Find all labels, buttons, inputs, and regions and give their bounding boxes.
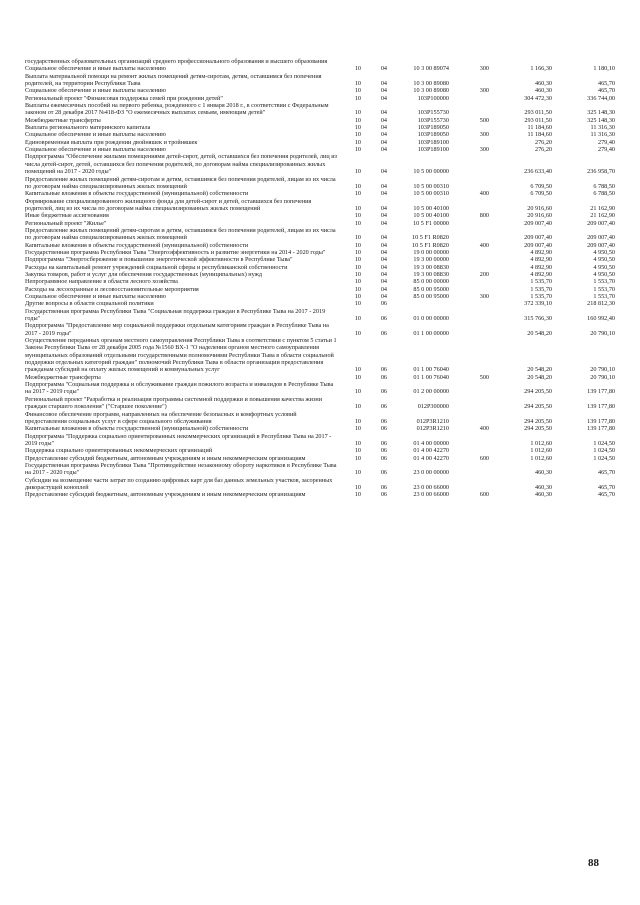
row-subsection: 06 <box>380 439 387 447</box>
row-sum-year-2: 325 148,30 <box>587 116 615 124</box>
row-expense-type: 800 <box>479 212 489 220</box>
row-sum-year-1: 4 892,90 <box>530 270 552 278</box>
row-sum-year-1: 6 709,50 <box>530 190 552 198</box>
row-sum-year-1: 236 633,40 <box>524 168 552 176</box>
row-sum-year-1: 294 205,50 <box>524 403 552 411</box>
row-target-article: 01 1 00 76040 <box>413 366 449 374</box>
row-expense-type: 200 <box>479 270 489 278</box>
row-expense-type: 600 <box>479 491 489 499</box>
row-target-article: 10 5 00 40100 <box>413 204 449 212</box>
row-sum-year-1: 304 472,30 <box>524 94 552 102</box>
row-name: Субсидии на возмещение части затрат по созданию цифровых карт для баз данных земельных участков, засоренных дикорастущей коноплей <box>25 476 333 491</box>
row-sum-year-2: 1 553,70 <box>593 278 615 286</box>
row-sum-year-1: 20 916,60 <box>527 204 552 212</box>
row-subsection: 04 <box>380 65 387 73</box>
row-sum-year-1: 315 766,30 <box>524 315 552 323</box>
row-sum-year-1: 460,30 <box>534 80 552 88</box>
row-sum-year-2: 6 788,50 <box>593 190 615 198</box>
row-sum-year-2: 139 177,80 <box>587 388 615 396</box>
row-sum-year-1: 460,30 <box>534 87 552 95</box>
row-sum-year-2: 1 553,70 <box>593 285 615 293</box>
row-section: 10 <box>354 447 361 455</box>
row-subsection: 04 <box>380 263 387 271</box>
row-sum-year-1: 1 535,70 <box>530 278 552 286</box>
row-section: 10 <box>354 87 361 95</box>
table-row <box>25 322 615 337</box>
row-section: 10 <box>354 439 361 447</box>
row-target-article: 10 5 00 00310 <box>413 190 449 198</box>
row-name: государственных образовательных организаций среднего профессионального образования и высшего образования <box>25 58 328 65</box>
row-sum-year-2: 465,70 <box>597 87 615 95</box>
row-expense-type: 300 <box>479 87 489 95</box>
table-row <box>25 212 615 219</box>
table-row <box>25 242 615 249</box>
row-name: Непрограммное направление в области лесного хозяйства <box>25 278 178 286</box>
table-row <box>25 198 615 213</box>
row-section: 10 <box>354 80 361 88</box>
row-sum-year-1: 1 012,60 <box>530 454 552 462</box>
row-name: Предоставление жилых помещений детям-сиротам и детям, оставшимся без попечения родителей, лицам из их числа по договорам найма специализированных жилых помещений <box>25 226 336 242</box>
row-section: 10 <box>354 256 361 264</box>
row-subsection: 06 <box>380 373 387 381</box>
row-subsection: 04 <box>380 168 387 176</box>
row-sum-year-1: 1 535,70 <box>530 293 552 300</box>
table-row <box>25 433 615 448</box>
row-sum-year-2: 279,40 <box>597 138 615 146</box>
row-section: 10 <box>354 270 361 278</box>
row-subsection: 04 <box>380 190 387 198</box>
row-sum-year-2: 236 958,70 <box>587 168 615 176</box>
row-section: 10 <box>354 417 361 425</box>
row-sum-year-1: 294 205,50 <box>524 417 552 425</box>
row-subsection: 06 <box>380 425 387 433</box>
table-row <box>25 411 615 426</box>
row-target-article: 19 3 00 00000 <box>413 256 449 264</box>
row-target-article: 10 3 00 89080 <box>413 87 449 95</box>
row-target-article: 01 0 00 00000 <box>413 315 449 323</box>
row-target-article: 103P155730 <box>417 116 449 124</box>
row-target-article: 103P189100 <box>417 138 449 146</box>
row-name: Иные бюджетные ассигнования <box>25 212 109 220</box>
table-row <box>25 278 615 285</box>
table-row <box>25 124 615 131</box>
row-target-article: 23 0 00 66000 <box>413 483 449 491</box>
row-name: Выплата материальной помощи на ремонт жилых помещений детям-сиротам, детям, оставшимся без попечения родителей, на территории Республики Тыва <box>25 72 322 88</box>
row-sum-year-2: 4 950,50 <box>593 248 615 256</box>
row-sum-year-2: 21 162,90 <box>590 204 615 212</box>
row-sum-year-1: 276,20 <box>534 138 552 146</box>
row-section: 10 <box>354 278 361 286</box>
row-section: 10 <box>354 116 361 124</box>
row-sum-year-2: 21 162,90 <box>590 212 615 220</box>
table-row <box>25 256 615 263</box>
row-subsection: 06 <box>380 388 387 396</box>
row-sum-year-2: 139 177,80 <box>587 417 615 425</box>
row-sum-year-2: 160 992,40 <box>587 315 615 323</box>
row-sum-year-2: 209 007,40 <box>587 241 615 249</box>
table-row <box>25 102 615 117</box>
row-subsection: 04 <box>380 80 387 88</box>
row-sum-year-2: 1 024,50 <box>593 447 615 455</box>
row-section: 10 <box>354 168 361 176</box>
row-name: Расходы на капитальный ремонт учреждений социальной сферы и республиканской собственности <box>25 263 288 271</box>
row-target-article: 01 1 00 76040 <box>413 373 449 381</box>
row-name: Социальное обеспечение и иные выплаты населению <box>25 87 166 95</box>
row-sum-year-2: 336 744,00 <box>587 94 615 102</box>
row-subsection: 04 <box>380 116 387 124</box>
row-sum-year-2: 465,70 <box>597 469 615 477</box>
row-section: 10 <box>354 219 361 227</box>
row-sum-year-1: 460,30 <box>534 483 552 491</box>
row-name: Социальное обеспечение и иные выплаты населению <box>25 65 166 73</box>
row-name: Формирование специализированного жилищного фонда для детей-сирот и детей, оставшихся без попечения родителей, лиц из их числа по договорам найма специализированных жилых помещений <box>25 197 312 212</box>
row-subsection: 06 <box>380 454 387 462</box>
row-section: 10 <box>354 469 361 477</box>
row-section: 10 <box>354 182 361 190</box>
row-name: Межбюджетные трансферты <box>25 373 101 381</box>
row-subsection: 04 <box>380 124 387 132</box>
row-subsection: 06 <box>380 403 387 411</box>
row-sum-year-2: 6 788,50 <box>593 182 615 190</box>
row-sum-year-2: 209 007,40 <box>587 219 615 227</box>
row-expense-type: 400 <box>479 190 489 198</box>
table-row <box>25 146 615 153</box>
table-row <box>25 58 615 65</box>
row-sum-year-1: 4 892,90 <box>530 256 552 264</box>
row-section: 10 <box>354 234 361 242</box>
row-name: Капитальные вложения в объекты государственной (муниципальной) собственности <box>25 190 249 198</box>
row-sum-year-1: 294 205,50 <box>524 388 552 396</box>
row-sum-year-1: 6 709,50 <box>530 182 552 190</box>
row-name: Подпрограмма "Энергосбережение и повышение энергетической эффективности в Республике Тыва" <box>25 256 293 264</box>
row-target-article: 10 3 00 89080 <box>413 80 449 88</box>
row-target-article: 23 0 00 00000 <box>413 469 449 477</box>
row-name: Социальное обеспечение и иные выплаты населению <box>25 293 166 300</box>
row-subsection: 04 <box>380 204 387 212</box>
table-row <box>25 381 615 396</box>
row-subsection: 06 <box>380 300 387 308</box>
row-sum-year-2: 139 177,80 <box>587 403 615 411</box>
row-target-article: 01 1 00 00000 <box>413 329 449 337</box>
row-subsection: 04 <box>380 87 387 95</box>
row-target-article: 01 4 00 42270 <box>413 454 449 462</box>
row-subsection: 04 <box>380 293 387 300</box>
table-row <box>25 300 615 307</box>
row-sum-year-1: 1 166,30 <box>530 65 552 73</box>
row-target-article: 85 0 00 95000 <box>413 285 449 293</box>
table-row <box>25 447 615 454</box>
row-target-article: 103P155730 <box>417 109 449 117</box>
row-sum-year-1: 293 011,50 <box>524 116 552 124</box>
row-subsection: 04 <box>380 270 387 278</box>
row-sum-year-2: 218 812,30 <box>587 300 615 308</box>
table-row <box>25 227 615 242</box>
row-target-article: 19 3 00 08830 <box>413 263 449 271</box>
row-expense-type: 500 <box>479 116 489 124</box>
row-sum-year-2: 20 790,10 <box>590 329 615 337</box>
row-sum-year-1: 1 012,60 <box>530 447 552 455</box>
row-target-article: 01 4 00 00000 <box>413 439 449 447</box>
row-expense-type: 300 <box>479 146 489 154</box>
row-section: 10 <box>354 94 361 102</box>
row-subsection: 06 <box>380 315 387 323</box>
row-target-article: 10 5 F1 R0820 <box>412 241 449 249</box>
row-name: Подпрограмма "Поддержка социально ориентированных некоммерческих организаций в Республике Тыва на 2017 - 2019 годы" <box>25 432 332 447</box>
row-expense-type: 500 <box>479 373 489 381</box>
row-name: Подпрограмма "Предоставление мер социальной поддержки отдельным категориям граждан в Республике Тыва на 2017 - 2019 годы" <box>25 322 329 337</box>
row-sum-year-1: 4 892,90 <box>530 248 552 256</box>
table-row <box>25 131 615 138</box>
row-subsection: 04 <box>380 94 387 102</box>
row-section: 10 <box>354 138 361 146</box>
row-sum-year-1: 276,20 <box>534 146 552 154</box>
table-row <box>25 286 615 293</box>
row-name: Расходы на лесоохранные и лесовосстановительные мероприятия <box>25 285 199 293</box>
row-subsection: 06 <box>380 366 387 374</box>
table-row <box>25 73 615 88</box>
row-subsection: 04 <box>380 278 387 286</box>
row-section: 10 <box>354 124 361 132</box>
row-target-article: 012P3R1210 <box>416 425 449 433</box>
row-subsection: 06 <box>380 469 387 477</box>
row-sum-year-2: 209 007,40 <box>587 234 615 242</box>
row-sum-year-2: 4 950,50 <box>593 256 615 264</box>
row-section: 10 <box>354 483 361 491</box>
row-sum-year-2: 20 790,10 <box>590 373 615 381</box>
row-sum-year-1: 209 007,40 <box>524 241 552 249</box>
row-section: 10 <box>354 65 361 73</box>
row-section: 10 <box>354 315 361 323</box>
row-name: Финансовое обеспечение программ, направленных на обеспечение безопасных и комфортных условий предоставления социальных услуг в сфере социального обслуживания <box>25 410 297 425</box>
row-name: Региональный проект "Жилье" <box>25 219 107 227</box>
row-name: Капитальные вложения в объекты государственной (муниципальной) собственности <box>25 241 249 249</box>
row-target-article: 01 2 00 00000 <box>413 388 449 396</box>
row-sum-year-2: 465,70 <box>597 491 615 499</box>
row-subsection: 04 <box>380 234 387 242</box>
row-name: Государственная программа Республики Тыва "Энергоэффективность и развитие энергетики на 2014 - 2020 годы" <box>25 248 326 256</box>
row-name: Поддержка социально ориентированных некоммерческих организаций <box>25 447 213 455</box>
table-row <box>25 139 615 146</box>
row-target-article: 85 0 00 95000 <box>413 293 449 300</box>
row-subsection: 04 <box>380 212 387 220</box>
row-sum-year-1: 11 184,60 <box>527 131 552 139</box>
row-section: 10 <box>354 204 361 212</box>
table-row <box>25 153 615 175</box>
row-name: Социальное обеспечение и иные выплаты населению <box>25 131 166 139</box>
row-sum-year-1: 1 012,60 <box>530 439 552 447</box>
table-row <box>25 396 615 411</box>
row-sum-year-2: 465,70 <box>597 483 615 491</box>
row-target-article: 10 5 00 40100 <box>413 212 449 220</box>
row-sum-year-2: 1 180,10 <box>593 65 615 73</box>
row-section: 10 <box>354 212 361 220</box>
row-section: 10 <box>354 146 361 154</box>
row-sum-year-2: 4 950,50 <box>593 270 615 278</box>
row-sum-year-2: 1 553,70 <box>593 293 615 300</box>
row-section: 10 <box>354 109 361 117</box>
row-section: 10 <box>354 373 361 381</box>
row-expense-type: 400 <box>479 241 489 249</box>
table-row <box>25 65 615 72</box>
row-sum-year-1: 20 548,20 <box>527 329 552 337</box>
row-target-article: 103P189050 <box>417 131 449 139</box>
row-expense-type: 400 <box>479 425 489 433</box>
row-sum-year-2: 4 950,50 <box>593 263 615 271</box>
row-sum-year-1: 372 339,10 <box>524 300 552 308</box>
table-row <box>25 95 615 102</box>
table-row <box>25 374 615 381</box>
page-number: 88 <box>588 857 599 869</box>
row-section: 10 <box>354 454 361 462</box>
table-row <box>25 176 615 191</box>
row-section: 10 <box>354 300 361 308</box>
row-expense-type: 300 <box>479 293 489 300</box>
row-sum-year-1: 294 205,50 <box>524 425 552 433</box>
row-sum-year-2: 1 024,50 <box>593 439 615 447</box>
row-sum-year-1: 209 007,40 <box>524 219 552 227</box>
row-sum-year-2: 1 024,50 <box>593 454 615 462</box>
row-sum-year-1: 460,30 <box>534 469 552 477</box>
row-expense-type: 600 <box>479 454 489 462</box>
row-sum-year-2: 279,40 <box>597 146 615 154</box>
row-sum-year-2: 325 148,30 <box>587 109 615 117</box>
row-subsection: 04 <box>380 256 387 264</box>
row-subsection: 04 <box>380 241 387 249</box>
table-row <box>25 87 615 94</box>
table-row <box>25 337 615 374</box>
row-target-article: 103P189100 <box>417 146 449 154</box>
row-name: Подпрограмма "Социальная поддержка и обслуживание граждан пожилого возраста и инвалидов в Республике Тыва на 2017 - 2019 годы" <box>25 381 334 396</box>
row-section: 10 <box>354 425 361 433</box>
row-name: Государственная программа Республики Тыва "Противодействие незаконному обороту наркотиков в Республике Тыва на 2017 - 2020 годы" <box>25 461 337 477</box>
row-sum-year-2: 11 316,30 <box>590 131 615 139</box>
row-expense-type: 300 <box>479 65 489 73</box>
row-target-article: 10 5 00 00000 <box>413 168 449 176</box>
row-section: 10 <box>354 329 361 337</box>
row-subsection: 04 <box>380 219 387 227</box>
row-name: Подпрограмма "Обеспечение жилыми помещениями детей-сирот, детей, оставшихся без попечения родителей, лиц из числа детей-сирот, детей, оставшихся без попечения родителей, по договорам найма специализированных жилых помещений на 2017 - 2020 годы" <box>25 153 337 176</box>
row-name: Выплаты ежемесячных пособий на первого ребенка, рожденного с 1 января 2018 г., в соответствии с Федеральным законом от 28 декабря 2017 №418-ФЗ "О ежемесячных выплатах семьям, имеющим детей" <box>25 102 329 117</box>
row-name: Государственная программа Республики Тыва "Социальная поддержка граждан в Республике Тыва на 2017 - 2019 годы" <box>25 307 326 323</box>
row-subsection: 04 <box>380 248 387 256</box>
table-row <box>25 117 615 124</box>
row-sum-year-2: 139 177,80 <box>587 425 615 433</box>
row-target-article: 01 4 00 42270 <box>413 447 449 455</box>
row-name: Межбюджетные трансферты <box>25 116 101 124</box>
row-target-article: 012P300000 <box>417 403 449 411</box>
row-name: Предоставление субсидий бюджетным, автономным учреждениям и иным некоммерческим организациям <box>25 491 306 499</box>
row-target-article: 012P3R1210 <box>416 417 449 425</box>
row-sum-year-1: 20 548,20 <box>527 366 552 374</box>
row-name: Осуществление переданных органам местного самоуправления Республики Тыва в соответствии с пунктом 5 статьи 1 Закона Республики Тыва от 28 декабря 2005 года №1560 ВХ-1 "О наделении органов местного самоуправления муниципальных образований отдельными государственными полномочиями Республики Тыва в области социальной поддержки отдельных категорий граждан" полномочий Республики Тыва в области организации предоставления гражданам субсидий на оплату жилых помещений и коммунальных услуг <box>25 337 337 374</box>
row-target-article: 19 3 00 08830 <box>413 270 449 278</box>
row-section: 10 <box>354 366 361 374</box>
row-subsection: 06 <box>380 417 387 425</box>
row-name: Социальное обеспечение и иные выплаты населению <box>25 146 166 154</box>
row-target-article: 85 0 00 00000 <box>413 278 449 286</box>
row-sum-year-1: 4 892,90 <box>530 263 552 271</box>
row-name: Капитальные вложения в объекты государственной (муниципальной) собственности <box>25 425 249 433</box>
row-section: 10 <box>354 388 361 396</box>
row-sum-year-1: 293 011,50 <box>524 109 552 117</box>
row-target-article: 10 5 F1 00000 <box>413 219 449 227</box>
row-name: Выплата регионального материнского капитала <box>25 124 151 132</box>
row-name: Другие вопросы в области социальной политики <box>25 300 154 308</box>
row-subsection: 04 <box>380 138 387 146</box>
row-sum-year-1: 20 916,60 <box>527 212 552 220</box>
row-name: Предоставление субсидий бюджетным, автономным учреждениям и иным некоммерческим организациям <box>25 454 306 462</box>
row-target-article: 19 0 00 00000 <box>413 248 449 256</box>
row-subsection: 06 <box>380 491 387 499</box>
row-subsection: 06 <box>380 483 387 491</box>
table-row <box>25 462 615 477</box>
row-sum-year-2: 465,70 <box>597 80 615 88</box>
table-row <box>25 425 615 432</box>
table-row <box>25 249 615 256</box>
row-subsection: 06 <box>380 329 387 337</box>
table-row <box>25 190 615 197</box>
row-subsection: 04 <box>380 131 387 139</box>
table-row <box>25 293 615 300</box>
table-row <box>25 477 615 492</box>
row-name: Предоставление жилых помещений детям-сиротам и детям, оставшимся без попечения родителей, лицам из их числа по договорам найма специализированных жилых помещений <box>25 175 336 190</box>
row-sum-year-2: 11 316,30 <box>590 124 615 132</box>
row-target-article: 10 5 00 00310 <box>413 182 449 190</box>
table-row <box>25 271 615 278</box>
row-target-article: 103P100000 <box>417 94 449 102</box>
row-target-article: 103P189050 <box>417 124 449 132</box>
row-subsection: 04 <box>380 146 387 154</box>
row-section: 10 <box>354 248 361 256</box>
row-sum-year-1: 20 548,20 <box>527 373 552 381</box>
table-row <box>25 491 615 498</box>
row-subsection: 04 <box>380 109 387 117</box>
row-section: 10 <box>354 131 361 139</box>
row-subsection: 06 <box>380 447 387 455</box>
row-target-article: 10 3 00 89074 <box>413 65 449 73</box>
table-row <box>25 455 615 462</box>
row-sum-year-1: 11 184,60 <box>527 124 552 132</box>
row-section: 10 <box>354 293 361 300</box>
row-target-article: 10 5 F1 R0820 <box>412 234 449 242</box>
row-subsection: 04 <box>380 285 387 293</box>
row-section: 10 <box>354 190 361 198</box>
row-subsection: 04 <box>380 182 387 190</box>
row-section: 10 <box>354 285 361 293</box>
row-section: 10 <box>354 403 361 411</box>
budget-table <box>25 58 615 499</box>
row-sum-year-1: 1 535,70 <box>530 285 552 293</box>
row-sum-year-2: 20 790,10 <box>590 366 615 374</box>
row-name: Региональный проект "Финансовая поддержка семей при рождении детей" <box>25 94 223 102</box>
row-name: Региональный проект "Разработка и реализация программы системной поддержки и повышения качества жизни граждан старшего поколения" ("Старшее поколение") <box>25 395 323 411</box>
table-row <box>25 264 615 271</box>
row-target-article: 23 0 00 66000 <box>413 491 449 499</box>
row-sum-year-1: 209 007,40 <box>524 234 552 242</box>
table-row <box>25 220 615 227</box>
row-name: Закупка товаров, работ и услуг для обеспечения государственных (муниципальных) нужд <box>25 270 263 278</box>
row-section: 10 <box>354 263 361 271</box>
row-section: 10 <box>354 491 361 499</box>
table-row <box>25 308 615 323</box>
row-sum-year-1: 460,30 <box>534 491 552 499</box>
row-expense-type: 300 <box>479 131 489 139</box>
row-name: Единовременная выплата при рождении двойняшек и тройняшек <box>25 138 198 146</box>
row-section: 10 <box>354 241 361 249</box>
